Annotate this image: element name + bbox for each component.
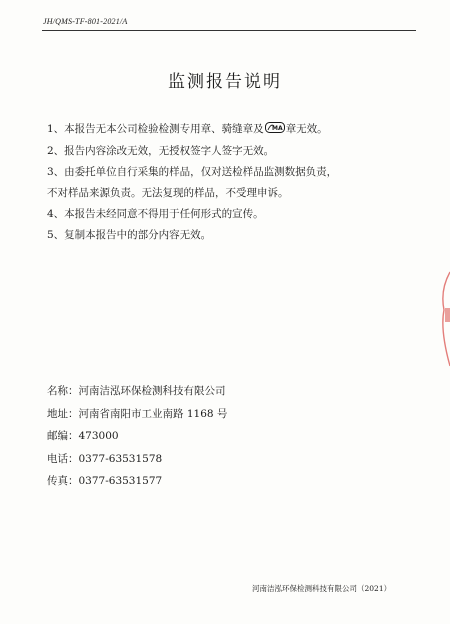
clause-1-tail: 章无效。	[285, 123, 328, 135]
clause-5: 5、复制本报告中的部分内容无效。	[47, 229, 212, 241]
clause-2: 2、报告内容涂改无效，无授权签字人签字无效。	[47, 145, 275, 157]
clause-3: 3、由委托单位自行采集的样品，仅对送检样品监测数据负责，	[47, 166, 338, 178]
address-value: 河南省南阳市工业南路 1168 号	[78, 407, 228, 420]
cma-seal-icon	[265, 120, 285, 141]
fax-label: 传真：	[47, 475, 79, 487]
phone-label: 电话：	[47, 452, 79, 465]
edge-seal-fragment	[438, 270, 450, 370]
footer-text: 河南洁泓环保检测科技有限公司（2021）	[252, 584, 392, 593]
postcode-value: 473000	[78, 430, 119, 442]
header-rule	[42, 30, 416, 31]
clause-4: 4、本报告未经同意不得用于任何形式的宣传。	[47, 208, 264, 220]
phone-row	[47, 448, 227, 471]
postcode-row	[47, 425, 227, 448]
postcode-label: 邮编：	[47, 430, 79, 442]
clause-3-continued: 不对样品来源负责。无法复现的样品，不受理申诉。	[47, 187, 289, 199]
fax-value: 0377-63531577	[78, 475, 163, 487]
address-row	[47, 403, 227, 426]
phone-value: 0377-63531578	[78, 452, 163, 465]
clause-1	[47, 119, 427, 141]
report-clauses	[47, 119, 427, 246]
company-name-value: 河南洁泓环保检测科技有限公司	[78, 385, 226, 397]
company-name-row	[47, 380, 227, 403]
page-title: 监测报告说明	[168, 72, 282, 92]
fax-row	[47, 470, 227, 493]
document-code: JH/QMS-TF-801-2021/A	[43, 17, 128, 26]
company-name-label: 名称：	[47, 385, 79, 397]
address-label: 地址：	[47, 407, 79, 420]
cma-mark-label: MA	[271, 125, 283, 133]
clause-1-text: 1、本报告无本公司检验检测专用章、骑缝章及	[47, 123, 264, 135]
company-info	[47, 380, 227, 493]
